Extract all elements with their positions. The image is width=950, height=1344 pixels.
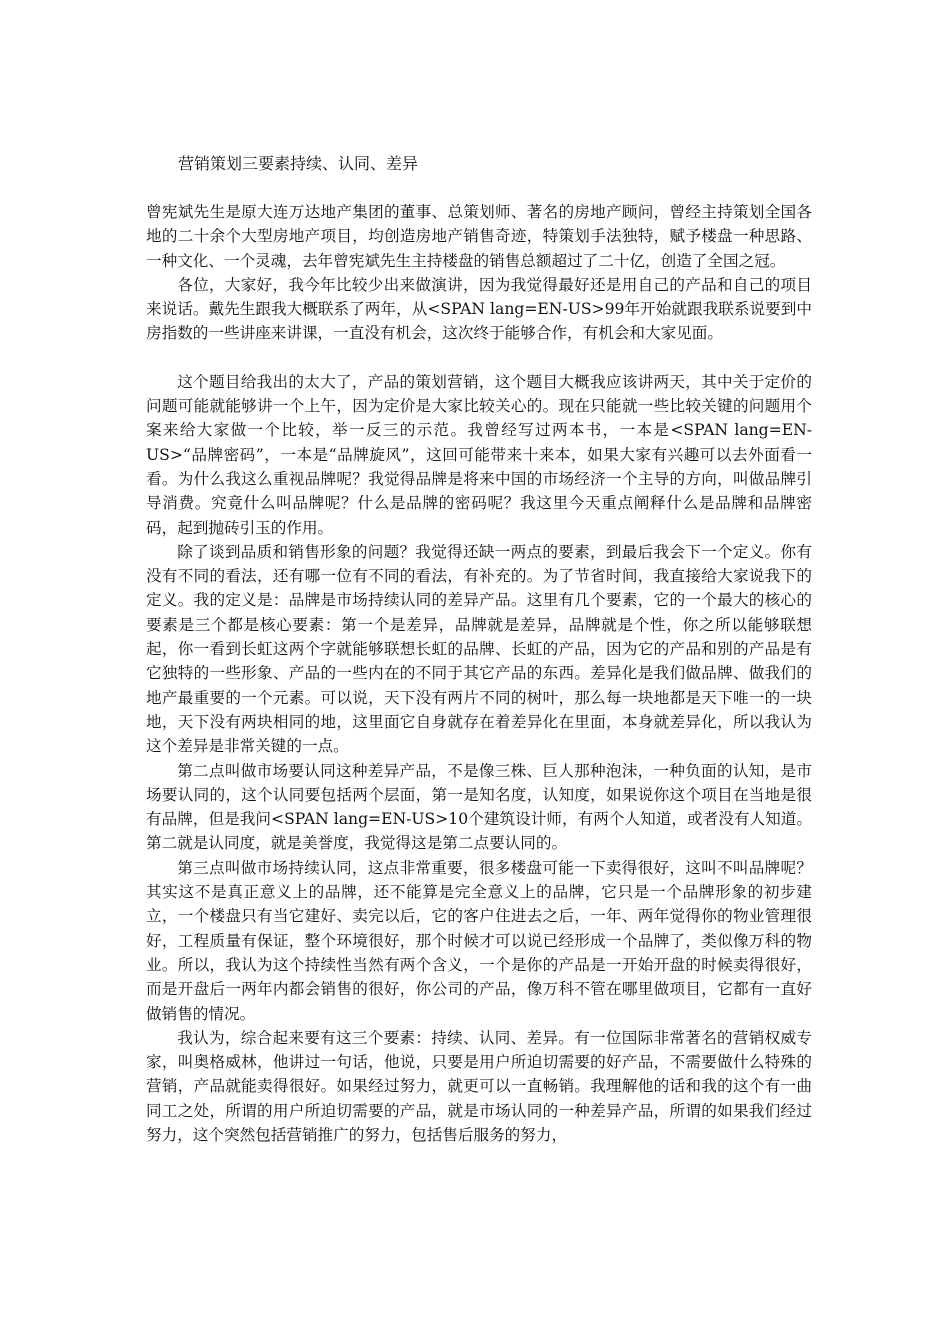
body-paragraph-3: 除了谈到品质和销售形象的问题？我觉得还缺一两点的要素，到最后我会下一个定义。你有没有不同的看法，还有哪一位有不同的看法，有补充的。为了节省时间，我直接给大家说我下的定义。我的定义是：品牌是市场持续认同的差异产品。这里有几个要素，它的一个最大的核心的要素是三个都是核心要素：第一个是差异，品牌就是差异，品牌就是个性，你之所以能够联想起，你一看到长虹这两个字就能够联想长虹的品牌、长虹的产品，因为它的产品和别的产品是有它独特的一些形象、产品的一些内在的不同于其它产品的东西。差异化是我们做品牌、做我们的地产最重要的一个元素。可以说，天下没有两片不同的树叶，那么每一块地都是天下唯一的一块地，天下没有两块相同的地，这里面它自身就存在着差异化在里面，本身就差异化，所以我认为这个差异是非常关键的一点。 [146, 542, 812, 756]
body-paragraph-1: 各位，大家好，我今年比较少出来做演讲，因为我觉得最好还是用自己的产品和自己的项目来说话。戴先生跟我大概联系了两年，从<SPAN lang=EN-US>99年开始就跟我联系说要到中房指数的一些讲座来讲课，一直没有机会，这次终于能够合作，有机会和大家见面。 [146, 275, 812, 343]
intro-paragraph: 曾宪斌先生是原大连万达地产集团的董事、总策划师、著名的房地产顾问，曾经主持策划全国各地的二十余个大型房地产项目，均创造房地产销售奇迹，特策划手法独特，赋予楼盘一种思路、一种文化、一个灵魂，去年曾宪斌先生主持楼盘的销售总额超过了二十亿，创造了全国之冠。 [146, 203, 812, 270]
body-paragraph-6: 我认为，综合起来要有这三个要素：持续、认同、差异。有一位国际非常著名的营销权威专家，叫奥格威林，他讲过一句话，他说，只要是用户所迫切需要的好产品，不需要做什么特殊的营销，产品就能卖得很好。如果经过努力，就更可以一直畅销。我理解他的话和我的这个有一曲同工之处，所谓的用户所迫切需要的产品，就是市场认同的一种差异产品，所谓的如果我们经过努力，这个突然包括营销推广的努力，包括售后服务的努力， [146, 1028, 812, 1144]
body-paragraph-4: 第二点叫做市场要认同这种差异产品，不是像三株、巨人那种泡沫，一种负面的认知，是市场要认同的，这个认同要包括两个层面，第一是知名度，认知度，如果说你这个项目在当地是很有品牌，但是我问<SPAN lang=EN-US>10个建筑设计师，有两个人知道，或者没有人知道。第二就是认同度，就是美誉度，我觉得这是第二点要认同的。 [146, 761, 812, 853]
document-title: 营销策划三要素持续、认同、差异 [178, 154, 419, 173]
body-paragraph-5: 第三点叫做市场持续认同，这点非常重要，很多楼盘可能一下卖得很好，这叫不叫品牌呢？其实这不是真正意义上的品牌，还不能算是完全意义上的品牌，它只是一个品牌形象的初步建立，一个楼盘只有当它建好、卖完以后，它的客户住进去之后，一年、两年觉得你的物业管理很好，工程质量有保证，整个环境很好，那个时候才可以说已经形成一个品牌了，类似像万科的物业。所以，我认为这个持续性当然有两个含义，一个是你的产品是一开始开盘的时候卖得很好，而是开盘后一两年内都会销售的很好，你公司的产品，像万科不管在哪里做项目，它都有一直好做销售的情况。 [146, 858, 812, 1023]
body-paragraph-2: 这个题目给我出的太大了，产品的策划营销，这个题目大概我应该讲两天，其中关于定价的问题可能就能够讲一个上午，因为定价是大家比较关心的。现在只能就一些比较关键的问题用个案来给大家做一个比较，举一反三的示范。我曾经写过两本书，一本是<SPAN lang=EN-US>“品牌密码”，一本是“品牌旋风”，这回可能带来十来本，如果大家有兴趣可以去外面看一看。为什么我这么重视品牌呢？我觉得品牌是将来中国的市场经济一个主导的方向，叫做品牌引导消费。究竟什么叫品牌呢？什么是品牌的密码呢？我这里今天重点阐释什么是品牌和品牌密码，起到抛砖引玉的作用。 [146, 372, 812, 537]
document-body [146, 200, 812, 1147]
paragraph-spacer [146, 346, 812, 370]
